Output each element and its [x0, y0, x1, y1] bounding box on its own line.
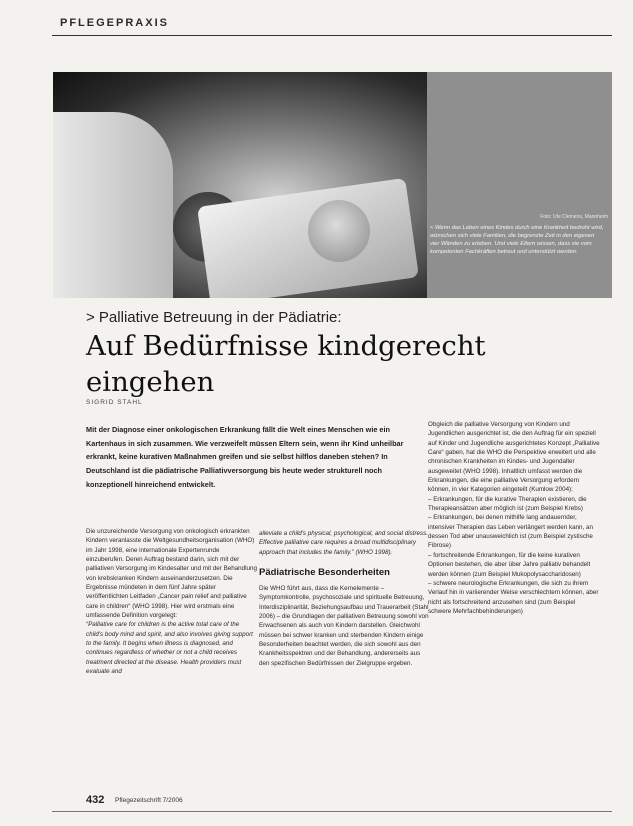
body-paragraph: Die WHO führt aus, dass die Kernelemente – Symptomkontrolle, psychosoziale und spirituelle Betreuung, Interdisziplinarität, Beziehungsaufbau und Trauerarbeit (Stahl 2006) – die Grundlagen der palliativen Betreuung sowohl von Erwachsenen als auch von Kindern darstellen. Gleichwohl müssen bei schwer kranken und sterbenden Kindern einige Besonderheiten beachtet werden, die sich sowohl aus den Krankheitsspektren und der Behandlung, andererseits aus den spezifischen Bedürfnissen der Zielgruppe ergeben.	[259, 585, 429, 667]
section-label: PFLEGEPRAXIS	[60, 17, 169, 29]
who-quote: “Palliative care for children is the active total care of the child's body mind and spirit, and also involves giving support to the family. It begins when illness is diagnosed, and continues regardless of whether or not a child receives treatment directed at the disease. Health providers must evaluate and	[86, 621, 253, 676]
article-lead: Mit der Diagnose einer onkologischen Erkrankung fällt die Welt eines Menschen wie ein Kartenhaus in sich zusammen. Wie verzweifelt müssen Eltern sein, wenn ihr Kind unheilbar erkrankt, keine kurativen Maßnahmen greifen und sie selbst hilflos daneben stehen? In Deutschland ist die pädiatrische Palliativversorgung bis heute weder strukturell noch konzeptionell hinreichend entwickelt.	[86, 425, 404, 489]
column-3	[428, 420, 600, 616]
body-paragraph: Obgleich die palliative Versorgung von Kindern und Jugendlichen ausgerichtet ist, die den Auftrag für ein speziell auf Kinder und Jugendliche ausgerichtetes Konzept „Palliative Care“ gaben, hat die WHO die Perspektive erweitert und alle chronischen Krankheiten im Kindes- und Jugendalter ausgeweitet (WHO 1998). Inhaltlich umfasst werden die Erkrankungen, die eine palliative Versorgung erfordern können, in vier Kategorien eingeteilt (Kumlow 2004):	[428, 421, 600, 494]
list-item: – fortschreitende Erkrankungen, für die keine kurativen Optionen bestehen, die aber über Jahre palliativ behandelt werden können (zum Beispiel Mukopolysaccharidosen)	[428, 551, 591, 578]
column-1	[86, 527, 258, 677]
photo-caption: < Wenn das Leben eines Kindes durch eine Krankheit bedroht wird, wünschen sich viele Familien, die begrenzte Zeit in den eigenen vier Wänden zu erleben. Und viele Eltern wissen, dass sie vom kompetenten Fachkräften betreut und unterstützt werden.	[430, 225, 604, 255]
who-quote-continued: alleviate a child's physical, psychological, and social distress. Effective palliative care requires a broad multidisciplinary approach that includes the family.” (WHO 1998).	[259, 530, 428, 556]
article-title: Auf Bedürfnisse kindgerecht eingehen	[86, 330, 486, 398]
photo-credit: Foto: Ute Clemens, Mannheim	[540, 214, 608, 220]
list-item: – schwere neurologische Erkrankungen, die sich zu ihrem Verlauf hin in variierender Weise verschlechtern können, aber nicht als fortschreitend anzusehen sind (zum Beispiel schwere Mehrfachbehinderungen)	[428, 579, 599, 615]
top-rule	[52, 35, 612, 36]
bottom-rule	[52, 811, 612, 812]
article-kicker: > Palliative Betreuung in der Pädiatrie:	[86, 309, 342, 326]
article-author: SIGRID STAHL	[86, 399, 143, 406]
caption-panel	[427, 72, 612, 298]
photo-child	[308, 200, 370, 262]
photo-nurse-coat	[53, 112, 173, 298]
list-item: – Erkrankungen, bei denen mithilfe lang andauernder, intensiver Therapien das Leben verlängert werden kann, an dessen Tod aber unausweichlich ist (zum Beispiel zystische Fibrose)	[428, 514, 593, 550]
list-item: – Erkrankungen, für die kurative Therapien existieren, die Therapieansätzen aber möglich ist (zum Beispiel Krebs)	[428, 495, 587, 513]
column-2	[259, 529, 431, 668]
page-number: 432	[86, 794, 105, 806]
journal-name: Pflegezeitschrift 7/2006	[115, 797, 183, 804]
subheading: Pädiatrische Besonderheiten	[259, 567, 390, 579]
body-paragraph: Die unzureichende Versorgung von onkologisch erkrankten Kindern veranlasste die Weltgesundheitsorganisation (WHO) im Jahr 1998, eine internationale Expertenrunde einzuberufen. Deren Auftrag bestand darin, sich mit der palliativen Versorgung im Kindesalter und mit der Behandlung von krebskranken Kindern auseinanderzusetzen. Die Ergebnisse mündeten in dem fünf Jahre später veröffentlichten Leitfaden „Cancer pain relief and palliative care in children“ (WHO 1998). Hier wird erstmals eine umfassende Definition vorgelegt:	[86, 528, 257, 620]
hero-photo	[53, 72, 427, 298]
category-list	[428, 495, 600, 616]
